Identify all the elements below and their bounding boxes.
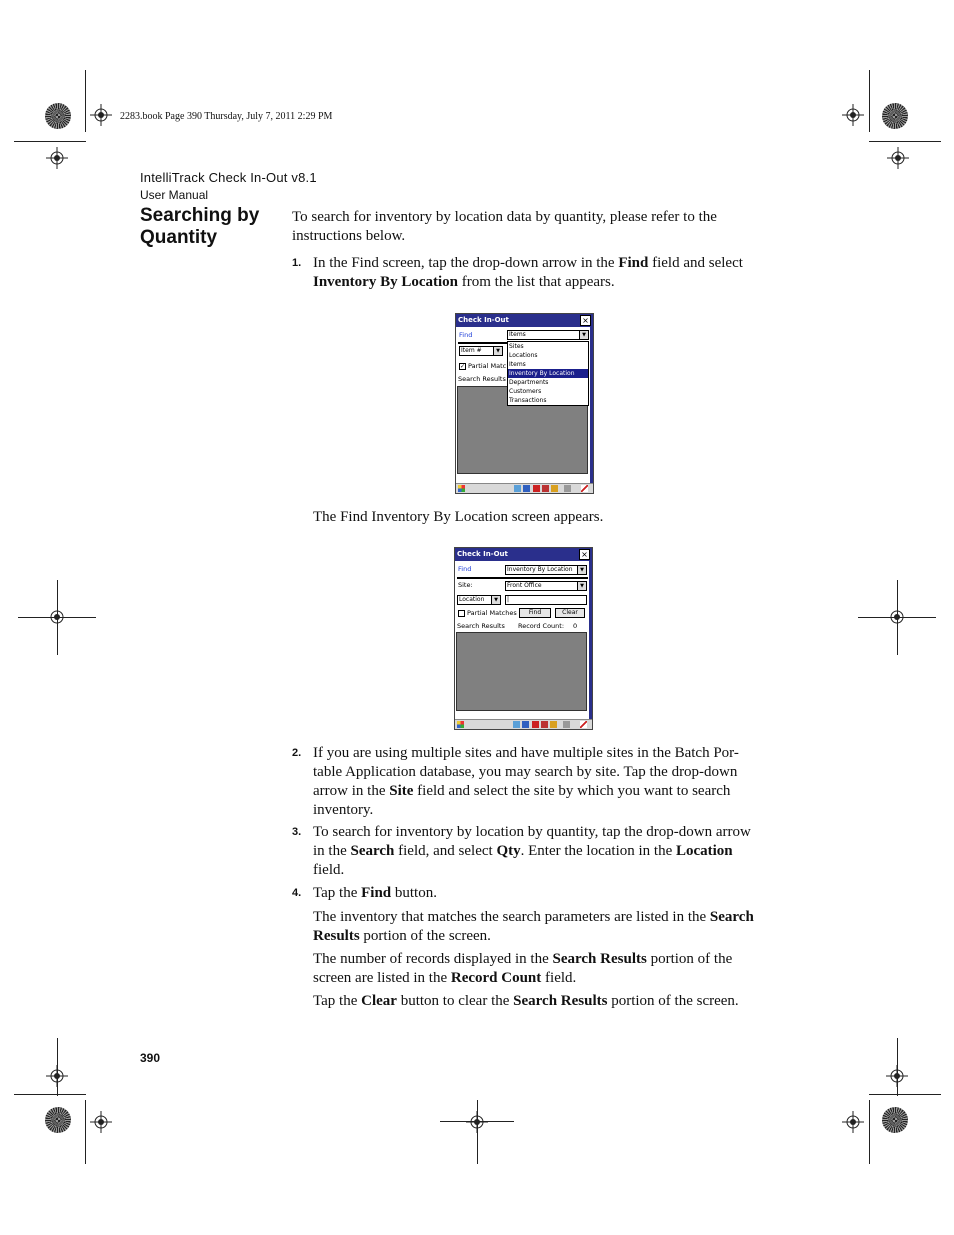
window-title: Check In-Out <box>456 314 593 327</box>
network-icon <box>513 721 520 728</box>
battery-icon <box>532 721 539 728</box>
step-text: In the Find screen, tap the drop-down arrow in the Find field and select Inventory By Location from the list that appears. <box>313 255 743 290</box>
search-results-label: Search Results <box>458 375 506 383</box>
input-icon[interactable] <box>563 721 570 728</box>
registration-crosshair-icon <box>46 1065 68 1087</box>
chevron-down-icon[interactable]: ▼ <box>577 566 586 574</box>
running-header-subtitle: User Manual <box>140 188 209 202</box>
chevron-down-icon[interactable]: ▼ <box>491 596 500 604</box>
record-count-label: Record Count: <box>518 622 565 630</box>
registration-crosshair-icon <box>90 1111 112 1133</box>
pda-screenshot-find <box>455 313 594 494</box>
keyboard-icon[interactable] <box>522 721 529 728</box>
registration-disc-icon <box>882 103 908 129</box>
find-label: Find <box>459 331 473 339</box>
step-text: If you are using multiple sites and have multiple sites in the Batch Por-table Application database, you may search by site. Tap the drop-down arrow in the Site field and select the site by which you want to search inventory. <box>313 745 739 818</box>
step-4 <box>292 884 762 903</box>
search-results-panel[interactable] <box>456 632 587 711</box>
print-stamp: 2283.book Page 390 Thursday, July 7, 2011 2:29 PM <box>120 111 333 122</box>
sync-icon <box>542 485 549 492</box>
registration-crosshair-icon <box>887 147 909 169</box>
step-2 <box>292 744 762 820</box>
step-number: 1. <box>292 257 302 269</box>
registration-crosshair-icon <box>46 147 68 169</box>
registration-disc-icon <box>45 1107 71 1133</box>
registration-crosshair-icon <box>842 104 864 126</box>
site-label: Site: <box>458 581 473 589</box>
find-select[interactable]: Inventory By Location ▼ <box>505 565 587 575</box>
paragraph-clear: Tap the Clear button to clear the Search Results portion of the screen. <box>313 993 739 1009</box>
running-header-title: IntelliTrack Check In-Out v8.1 <box>140 170 317 185</box>
step-text: To search for inventory by location by quantity, tap the drop-down arrow in the Search field, and select Qty. Enter the location in the Location field. <box>313 824 751 878</box>
lock-icon <box>550 721 557 728</box>
close-icon[interactable]: × <box>579 549 590 560</box>
pda-screenshot-find-inventory-by-location <box>454 547 593 730</box>
registration-crosshair-icon <box>886 606 908 628</box>
location-input[interactable]: | <box>505 595 587 605</box>
sync-icon <box>541 721 548 728</box>
lock-icon <box>551 485 558 492</box>
partial-match-label: Partial Matc <box>468 362 507 370</box>
registration-crosshair-icon <box>842 1111 864 1133</box>
dropdown-item[interactable]: Customers <box>509 388 542 395</box>
section-heading-line1: Searching by <box>140 205 260 226</box>
dropdown-item[interactable]: Transactions <box>509 397 547 404</box>
search-field-select[interactable]: Item # ▼ <box>459 346 503 356</box>
chevron-down-icon[interactable]: ▼ <box>579 331 588 339</box>
step-number: 4. <box>292 887 302 899</box>
registration-disc-icon <box>882 1107 908 1133</box>
caption-find-inventory-screen: The Find Inventory By Location screen appears. <box>313 509 604 525</box>
dropdown-item[interactable]: Items <box>509 361 526 368</box>
search-field-select[interactable]: Location ▼ <box>457 595 501 605</box>
taskbar <box>455 719 592 729</box>
start-icon[interactable] <box>458 485 465 492</box>
find-select[interactable]: Items ▼ <box>507 330 589 340</box>
search-results-label: Search Results <box>457 622 505 630</box>
dropdown-item-selected[interactable]: Inventory By Location <box>508 369 588 378</box>
intro-paragraph: To search for inventory by location data by quantity, please refer to the instructions below. <box>292 209 717 244</box>
partial-matches-checkbox[interactable] <box>458 610 465 617</box>
dropdown-item[interactable]: Sites <box>509 343 524 350</box>
registration-crosshair-icon <box>90 104 112 126</box>
chevron-down-icon[interactable]: ▼ <box>493 347 502 355</box>
keyboard-icon[interactable] <box>523 485 530 492</box>
start-icon[interactable] <box>457 721 464 728</box>
input-icon[interactable] <box>564 485 571 492</box>
registration-crosshair-icon <box>886 1065 908 1087</box>
registration-crosshair-icon <box>46 606 68 628</box>
section-heading-line2: Quantity <box>140 227 218 248</box>
step-number: 2. <box>292 747 302 759</box>
partial-match-checkbox[interactable]: ✓ <box>460 363 466 370</box>
window-title: Check In-Out <box>455 548 592 561</box>
step-1 <box>292 254 762 292</box>
dropdown-item[interactable]: Departments <box>509 379 549 386</box>
registration-crosshair-icon <box>466 1111 488 1133</box>
find-dropdown-list[interactable] <box>507 341 589 406</box>
registration-disc-icon <box>45 103 71 129</box>
record-count-value: 0 <box>573 622 578 630</box>
pen-icon[interactable] <box>581 485 588 492</box>
find-button[interactable]: Find <box>519 608 551 618</box>
page-number: 390 <box>140 1051 161 1065</box>
step-3 <box>292 823 762 880</box>
paragraph-record-count: The number of records displayed in the Search Results portion of the screen are listed in the Record Count field. <box>313 951 733 986</box>
dropdown-item[interactable]: Locations <box>509 352 538 359</box>
network-icon <box>514 485 521 492</box>
paragraph-search-results: The inventory that matches the search parameters are listed in the Search Results portion of the screen. <box>313 909 754 944</box>
pen-icon[interactable] <box>580 721 587 728</box>
clear-button[interactable]: Clear <box>555 608 585 618</box>
site-select[interactable]: Front Office ▼ <box>505 581 587 591</box>
chevron-down-icon[interactable]: ▼ <box>577 582 586 590</box>
section-heading <box>140 205 280 249</box>
battery-icon <box>533 485 540 492</box>
partial-matches-label: Partial Matches <box>467 609 517 617</box>
step-number: 3. <box>292 826 302 838</box>
step-text: Tap the Find button. <box>313 885 437 901</box>
taskbar <box>456 483 593 493</box>
close-icon[interactable]: × <box>580 315 591 326</box>
find-label: Find <box>458 565 472 573</box>
